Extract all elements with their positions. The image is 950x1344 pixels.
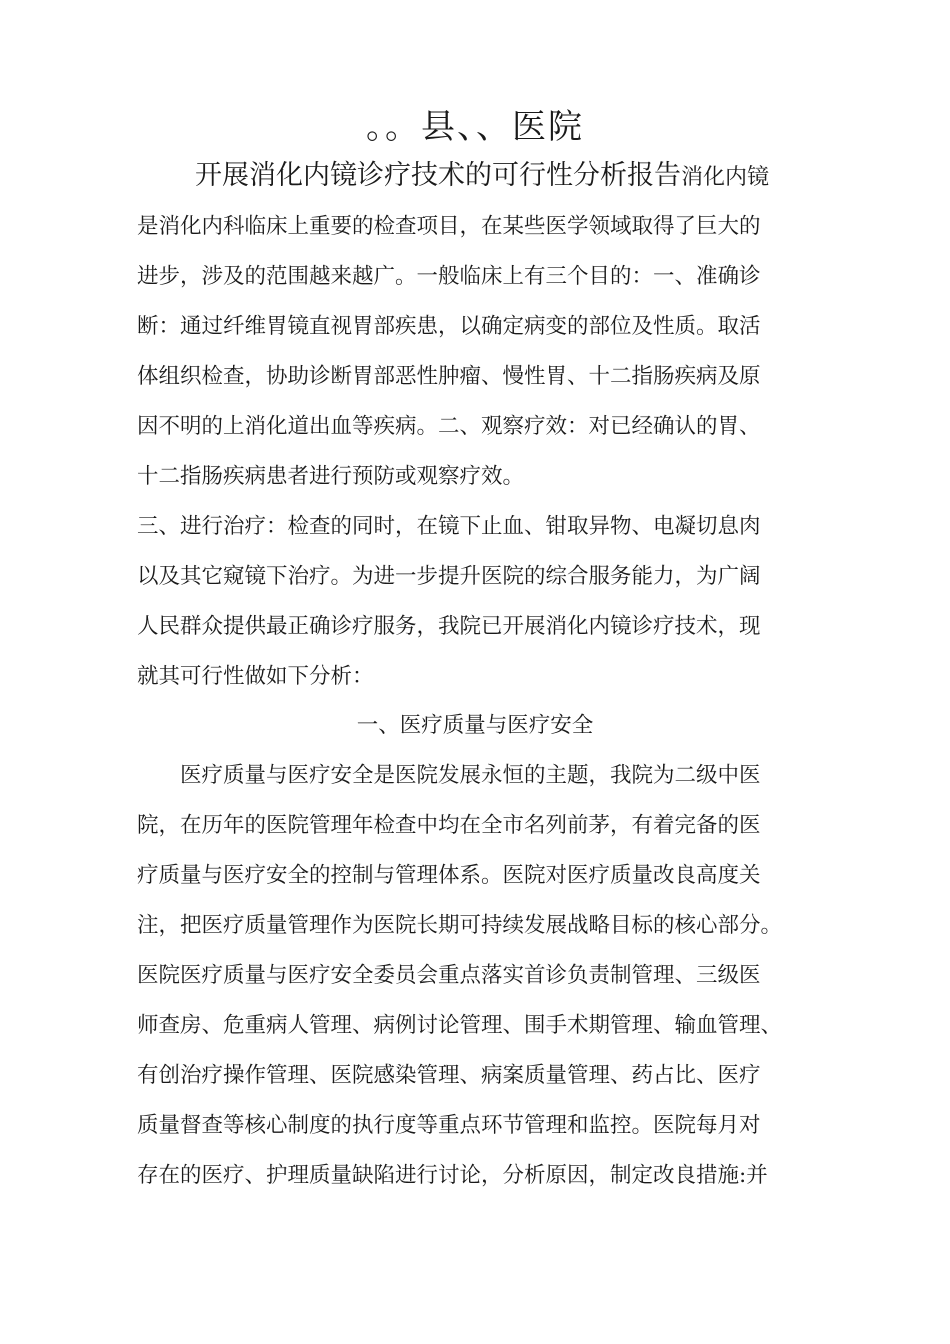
document-subtitle: 开展消化内镜诊疗技术的可行性分析报告 bbox=[195, 160, 681, 191]
section1-line: 医院医疗质量与医疗安全委员会重点落实首诊负责制管理、三级医 bbox=[137, 963, 761, 988]
intro-text-start: 消化内镜 bbox=[681, 165, 770, 190]
section1-line: 院，在历年的医院管理年检查中均在全市名列前茅，有着完备的医 bbox=[137, 813, 761, 838]
section-heading-medical-quality: 一、医疗质量与医疗安全 bbox=[356, 713, 594, 738]
section1-line: 注，把医疗质量管理作为医院长期可持续发展战略目标的核心部分。 bbox=[137, 913, 783, 938]
intro-line: 以及其它窥镜下治疗。为进一步提升医院的综合服务能力，为广阔 bbox=[137, 564, 761, 589]
intro-line: 人民群众提供最正确诊疗服务，我院已开展消化内镜诊疗技术，现 bbox=[137, 614, 761, 639]
intro-line: 就其可行性做如下分析： bbox=[137, 664, 374, 689]
intro-line: 三、进行治疗：检查的同时，在镜下止血、钳取异物、电凝切息肉 bbox=[137, 514, 761, 539]
section1-line: 有创治疗操作管理、医院感染管理、病案质量管理、药占比、医疗 bbox=[137, 1063, 761, 1088]
section1-line: 疗质量与医疗安全的控制与管理体系。医院对医疗质量改良高度关 bbox=[137, 863, 761, 888]
section1-line: 质量督查等核心制度的执行度等重点环节管理和监控。医院每月对 bbox=[137, 1113, 761, 1138]
intro-line: 进步，涉及的范围越来越广。一般临床上有三个目的：一、准确诊 bbox=[137, 264, 761, 289]
document-subtitle-line bbox=[195, 154, 895, 200]
section1-line: 师查房、危重病人管理、病例讨论管理、围手术期管理、输血管理、 bbox=[137, 1013, 783, 1038]
intro-line: 因不明的上消化道出血等疾病。二、观察疗效：对已经确认的胃、 bbox=[137, 414, 761, 439]
intro-line: 十二指肠疾病患者进行预防或观察疗效。 bbox=[137, 464, 525, 489]
intro-line: 是消化内科临床上重要的检查项目，在某些医学领域取得了巨大的 bbox=[137, 214, 761, 239]
intro-line: 断：通过纤维胃镜直视胃部疾患，以确定病变的部位及性质。取活 bbox=[137, 314, 761, 339]
section1-line: 医疗质量与医疗安全是医院发展永恒的主题，我院为二级中医 bbox=[137, 763, 761, 788]
intro-line: 体组织检查，协助诊断胃部恶性肿瘤、慢性胃、十二指肠疾病及原 bbox=[137, 364, 761, 389]
section1-line: 存在的医疗、护理质量缺陷进行讨论，分析原因，制定改良措施:并 bbox=[137, 1163, 768, 1188]
document-title: 。。县、、医院 bbox=[366, 107, 584, 147]
